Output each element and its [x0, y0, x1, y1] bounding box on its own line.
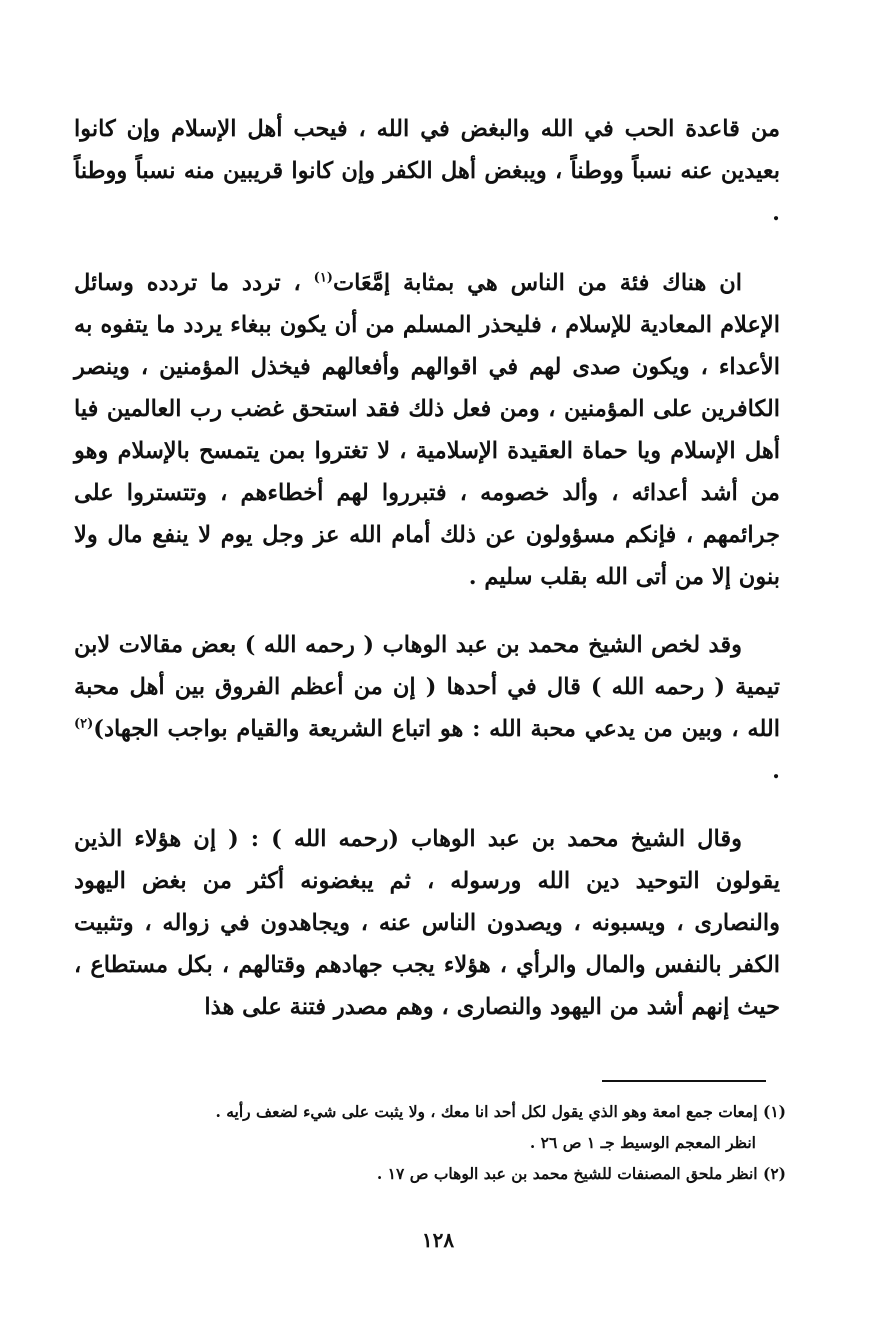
- paragraph-imma-at-start: ان هناك فئة من الناس هي بمثابة إمَّعَات: [332, 270, 742, 296]
- paragraph-imma-at: [74, 262, 780, 598]
- footnote-ref-1: (١): [313, 270, 333, 286]
- paragraph-abdul-wahhab-quote: وقال الشيخ محمد بن عبد الوهاب (رحمه الله ) : ( إن هؤلاء الذين يقولون التوحيد دين الله ورسوله ، ثم يبغضونه أكثر من بغض اليهود والنصارى ، ويسبونه ، ويصدون الناس عنه ، ويجاهدون في زواله ، وتثبيت الكفر بالنفس والمال والرأي ، هؤلاء يجب جهادهم وقتالهم ، بكل مستطاع ، حيث إنهم أشد من اليهود والنصارى ، وهم مصدر فتنة على هذا: [74, 826, 780, 1020]
- footnote-1: (١) إمعات جمع امعة وهو الذي يقول لكل أحد انا معك ، ولا يثبت على شيء لضعف رأيه .: [215, 1102, 786, 1121]
- footnotes-section: [80, 1096, 786, 1189]
- paragraph-ibn-taymiyya-end: .: [772, 758, 780, 784]
- footnote-1-source: انظر المعجم الوسيط جـ ١ ص ٢٦ .: [529, 1133, 756, 1152]
- footnote-2: (٢) انظر ملحق المصنفات للشيخ محمد بن عبد الوهاب ص ١٧ .: [376, 1164, 786, 1183]
- paragraph-love-and-hate: من قاعدة الحب في الله والبغض في الله ، فيحب أهل الإسلام وإن كانوا بعيدين عنه نسباً ووطناً ، ويبغض أهل الكفر وإن كانوا قريبين منه نسباً ووطناً .: [74, 116, 780, 226]
- page-number: ١٢٨: [421, 1228, 455, 1252]
- book-page-body: [74, 108, 780, 1028]
- footnote-ref-2: (٢): [74, 716, 94, 732]
- paragraph-ibn-taymiyya-quote: [74, 624, 780, 792]
- paragraph-ibn-taymiyya-text: وقد لخص الشيخ محمد بن عبد الوهاب ( رحمه الله ) بعض مقالات لابن تيمية ( رحمه الله ) قال في أحدها ( إن من أعظم الفروق بين أهل محبة الله ، وبين من يدعي محبة الله : هو اتباع الشريعة والقيام بواجب الجهاد): [74, 632, 780, 742]
- footnote-separator: [602, 1080, 766, 1082]
- paragraph-imma-at-rest: ، تردد ما تردده وسائل الإعلام المعادية للإسلام ، فليحذر المسلم من أن يكون ببغاء يردد ما يتفوه به الأعداء ، ويكون صدى لهم في اقوالهم وأفعالهم فيخذل المؤمنين ، وينصر الكافرين على المؤمنين ، ومن فعل ذلك فقد استحق غضب رب العالمين فيا أهل الإسلام ويا حماة العقيدة الإسلامية ، لا تغتروا بمن يتمسح بالإسلام وهو من أشد أعدائه ، وألد خصومه ، فتبرروا لهم أخطاءهم ، وتتستروا على جرائمهم ، فإنكم مسؤولون عن ذلك أمام الله عز وجل يوم لا ينفع مال ولا بنون إلا من أتى الله بقلب سليم .: [74, 270, 780, 590]
